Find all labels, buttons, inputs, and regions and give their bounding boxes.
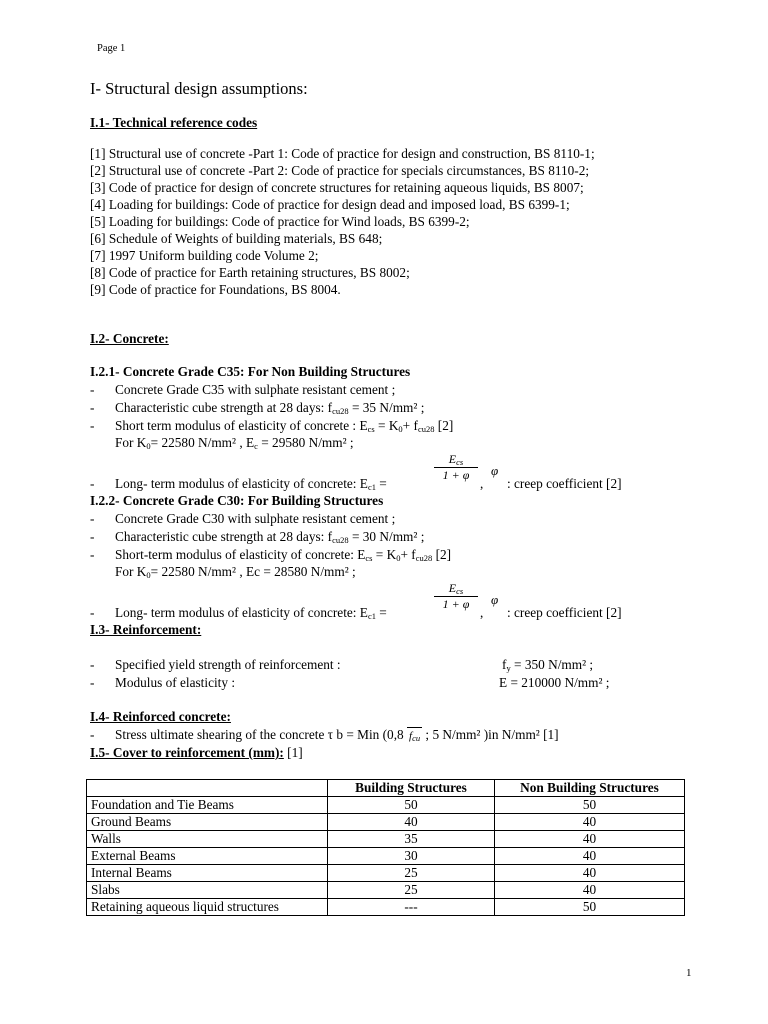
table-cell: Walls: [87, 831, 328, 848]
bullet-dash: -: [90, 382, 95, 397]
c35-bullet-3-values: For $K_0= 22580$ N/mm² , $E_c = 29580$ N/mm² ;: [115, 435, 354, 451]
table-cell: 40: [495, 865, 685, 882]
table-cell: Foundation and Tie Beams: [87, 797, 328, 814]
bullet-dash: -: [90, 547, 95, 562]
table-cell: 40: [495, 814, 685, 831]
phi-symbol: φ: [491, 463, 499, 478]
reference-item: [8] Code of practice for Earth retaining structures, BS 8002;: [90, 265, 410, 280]
page-header: Page 1: [97, 43, 126, 54]
reference-item: [4] Loading for buildings: Code of practice for design dead and imposed load, BS 6399-1;: [90, 197, 570, 212]
fraction-comma: ,: [480, 605, 484, 620]
table-header-row: [87, 780, 685, 797]
table-cell: 40: [495, 882, 685, 899]
section-1-3-heading: I.3- Reinforcement:: [90, 622, 202, 637]
phi-symbol: φ: [491, 592, 499, 607]
fraction-comma: ,: [480, 476, 484, 491]
table-cell: Retaining aqueous liquid structures: [87, 899, 328, 916]
reinforcement-modulus-value: E = 210000 N/mm² ;: [499, 675, 610, 690]
bullet-dash: -: [90, 511, 95, 526]
bullet-dash: -: [90, 675, 95, 690]
table-row: [87, 814, 685, 831]
bullet-dash: -: [90, 400, 95, 415]
table-cell: 40: [328, 814, 495, 831]
c35-creep-label: : creep coefficient [2]: [507, 476, 622, 491]
reference-item: [5] Loading for buildings: Code of practice for Wind loads, BS 6399-2;: [90, 214, 470, 229]
reference-item: [6] Schedule of Weights of building materials, BS 648;: [90, 231, 383, 246]
table-row: [87, 831, 685, 848]
reference-item: [3] Code of practice for design of concrete structures for retaining aqueous liquids, BS 8007;: [90, 180, 584, 195]
bullet-dash: -: [90, 727, 95, 742]
table-header-cell: Building Structures: [328, 780, 495, 797]
c30-bullet-3-values: For $K_0= 22580$ N/mm² , Ec = 28580 N/mm² ;: [115, 564, 356, 580]
table-cell: Ground Beams: [87, 814, 328, 831]
table-header-cell: [87, 780, 328, 797]
table-cell: 25: [328, 865, 495, 882]
table-cell: 40: [495, 848, 685, 865]
table-cell: ---: [328, 899, 495, 916]
table-cell: Internal Beams: [87, 865, 328, 882]
section-1-5-heading: I.5- Cover to reinforcement (mm): [1]: [90, 745, 303, 760]
table-cell: 50: [328, 797, 495, 814]
c35-fraction: $E_{cs}$ 1 + φ: [434, 452, 478, 483]
c30-fraction: $E_{cs}$ 1 + φ: [434, 581, 478, 612]
c30-creep-label: : creep coefficient [2]: [507, 605, 622, 620]
cover-table: [86, 779, 685, 916]
section-1-4-heading: I.4- Reinforced concrete:: [90, 709, 231, 724]
table-cell: 50: [495, 797, 685, 814]
table-row: [87, 797, 685, 814]
document-title: I- Structural design assumptions:: [90, 79, 308, 98]
table-cell: 40: [495, 831, 685, 848]
table-row: [87, 882, 685, 899]
bullet-dash: -: [90, 605, 95, 620]
section-1-1-heading: I.1- Technical reference codes: [90, 115, 258, 130]
bullet-dash: -: [90, 418, 95, 433]
bullet-dash: -: [90, 476, 95, 491]
c30-heading: I.2.2- Concrete Grade C30: For Building Structures: [90, 493, 384, 508]
reference-item: [2] Structural use of concrete -Part 2: Code of practice for specials circumstances, BS 8110-2;: [90, 163, 590, 178]
reinforcement-yield-value: $f_y = 350$ N/mm² ;: [502, 657, 594, 673]
table-cell: 25: [328, 882, 495, 899]
table-row: [87, 899, 685, 916]
bullet-dash: -: [90, 529, 95, 544]
sqrt-fcu: $f_{cu}$: [407, 727, 422, 744]
table-cell: Slabs: [87, 882, 328, 899]
table-cell: 50: [495, 899, 685, 916]
table-cell: 30: [328, 848, 495, 865]
section-1-2-heading: I.2- Concrete:: [90, 331, 169, 346]
table-row: [87, 865, 685, 882]
bullet-dash: -: [90, 657, 95, 672]
page-number: 1: [686, 967, 692, 979]
table-cell: 35: [328, 831, 495, 848]
reference-item: [7] 1997 Uniform building code Volume 2;: [90, 248, 319, 263]
c35-heading: I.2.1- Concrete Grade C35: For Non Building Structures: [90, 364, 411, 379]
reference-item: [9] Code of practice for Foundations, BS 8004.: [90, 282, 341, 297]
table-header-cell: Non Building Structures: [495, 780, 685, 797]
table-row: [87, 848, 685, 865]
reference-item: [1] Structural use of concrete -Part 1: Code of practice for design and construction, BS 8110-1;: [90, 146, 595, 161]
table-cell: External Beams: [87, 848, 328, 865]
